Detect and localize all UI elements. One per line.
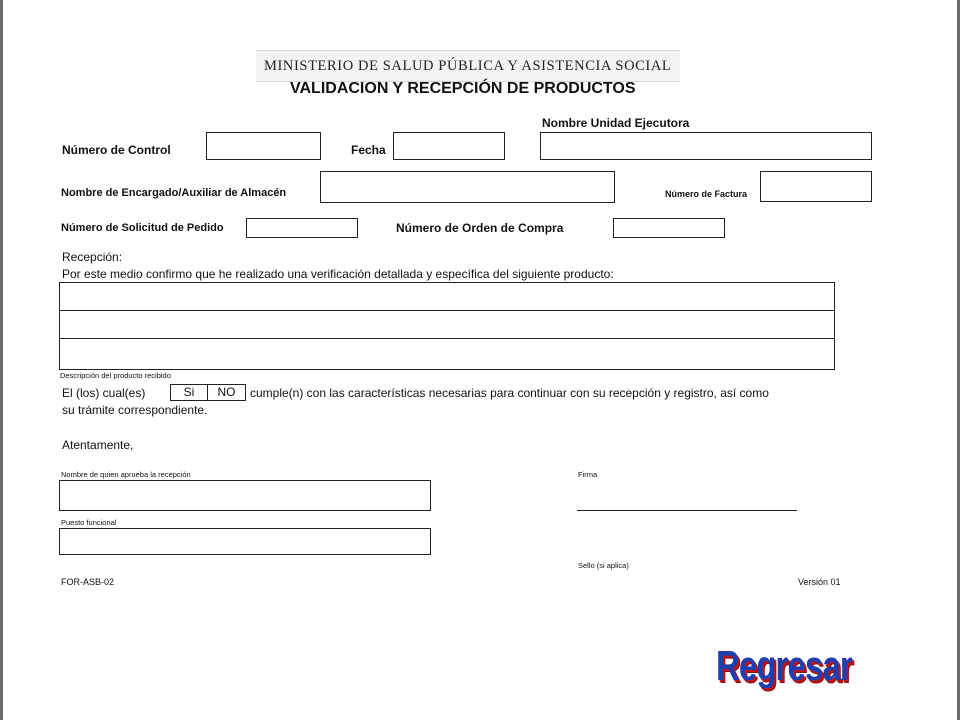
option-no-box[interactable]: NO <box>207 384 246 401</box>
option-si-box[interactable]: Si <box>170 384 208 401</box>
version-label: Versión 01 <box>798 577 841 587</box>
recepcion-heading: Recepción: <box>62 250 123 264</box>
regresar-button[interactable]: Regresar <box>716 642 852 689</box>
nombre-unidad-field[interactable] <box>540 132 872 160</box>
numero-control-label: Número de Control <box>62 143 171 157</box>
numero-orden-label: Número de Orden de Compra <box>396 221 564 235</box>
left-frame-border <box>0 0 3 720</box>
puesto-label: Puesto funcional <box>61 518 117 527</box>
product-line-3[interactable] <box>59 338 835 370</box>
nombre-unidad-label: Nombre Unidad Ejecutora <box>542 116 690 130</box>
cumple-line2: su trámite correspondiente. <box>62 403 208 417</box>
nombre-encargado-field[interactable] <box>320 171 615 203</box>
numero-factura-field[interactable] <box>760 171 872 202</box>
approver-label: Nombre de quien aprueba la recepción <box>61 470 191 479</box>
numero-orden-field[interactable] <box>613 218 725 238</box>
descripcion-label: Descripción del producto recibido <box>60 371 171 380</box>
ministry-header: MINISTERIO DE SALUD PÚBLICA Y ASISTENCIA SOCIAL <box>256 50 680 82</box>
closing-text: Atentamente, <box>62 438 134 452</box>
firma-label: Firma <box>578 470 598 479</box>
numero-control-field[interactable] <box>206 132 321 160</box>
numero-solicitud-label: Número de Solicitud de Pedido <box>61 222 224 234</box>
fecha-field[interactable] <box>393 132 505 160</box>
form-code: FOR-ASB-02 <box>61 577 115 587</box>
fecha-label: Fecha <box>351 143 386 157</box>
recepcion-statement: Por este medio confirmo que he realizado una verificación detallada y específica del siguiente producto: <box>62 267 614 281</box>
cumple-suffix: cumple(n) con las características necesarias para continuar con su recepción y registro, así como <box>250 386 769 400</box>
cumple-prefix: El (los) cual(es) <box>62 386 146 400</box>
numero-solicitud-field[interactable] <box>246 218 358 238</box>
numero-factura-label: Número de Factura <box>665 189 748 199</box>
sello-label: Sello (si aplica) <box>578 561 629 570</box>
nombre-encargado-label: Nombre de Encargado/Auxiliar de Almacén <box>61 187 287 199</box>
product-line-2[interactable] <box>59 310 835 339</box>
form-title: VALIDACION Y RECEPCIÓN DE PRODUCTOS <box>290 80 636 97</box>
puesto-field[interactable] <box>59 528 431 555</box>
firma-line <box>577 510 797 511</box>
product-line-1[interactable] <box>59 282 835 311</box>
approver-field[interactable] <box>59 480 431 511</box>
